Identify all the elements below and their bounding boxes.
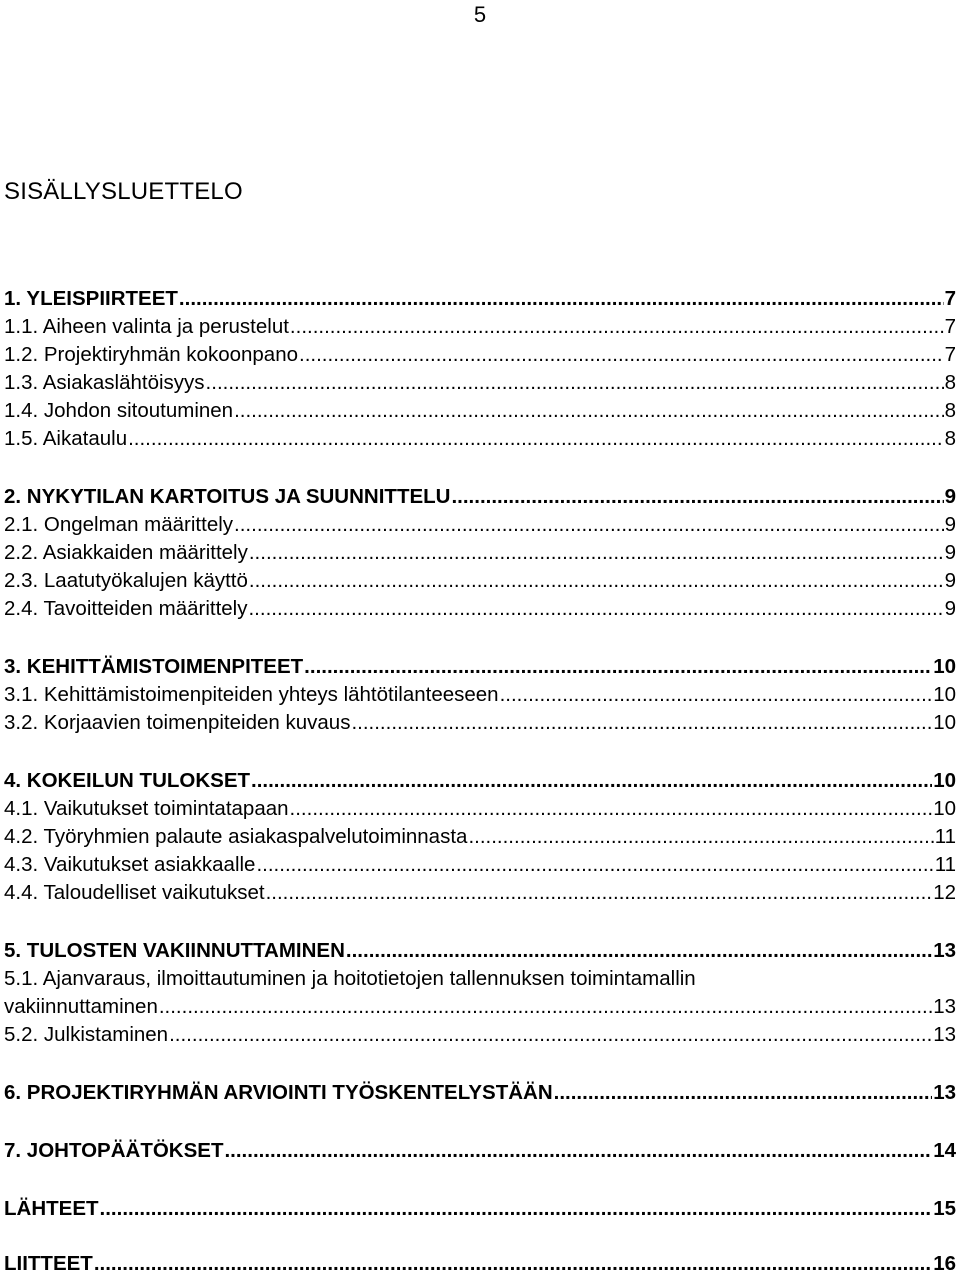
toc-entry[interactable] — [4, 795, 956, 823]
toc-leader — [554, 1079, 933, 1107]
toc-entry-page: 10 — [933, 711, 956, 734]
toc-entry[interactable] — [4, 595, 956, 623]
toc-entry-label: 1.3. Asiakaslähtöisyys — [4, 371, 205, 394]
toc-entry-label-continued: vakiinnuttaminen — [4, 995, 158, 1018]
toc-entry-page: 12 — [933, 881, 956, 904]
toc-entry-label: 4.4. Taloudelliset vaikutukset — [4, 881, 265, 904]
toc-leader — [100, 1195, 933, 1223]
toc-entry-page: 8 — [944, 399, 956, 422]
toc-entry[interactable] — [4, 851, 956, 879]
toc-entry-label: 1. YLEISPIIRTEET — [4, 287, 178, 310]
toc-entry[interactable] — [4, 1021, 956, 1049]
toc-entry-label: 7. JOHTOPÄÄTÖKSET — [4, 1139, 224, 1162]
toc-entry[interactable] — [4, 823, 956, 851]
toc-entry-label: 6. PROJEKTIRYHMÄN ARVIOINTI TYÖSKENTELYSTÄÄN — [4, 1081, 553, 1104]
toc-entry-page: 13 — [933, 1081, 956, 1104]
toc-entry[interactable] — [4, 285, 956, 313]
toc-entry-page: 8 — [944, 427, 956, 450]
toc-entry-page: 9 — [944, 513, 956, 536]
toc-leader — [249, 539, 944, 567]
toc-entry-label: 4.2. Työryhmien palaute asiakaspalvelutoiminnasta — [4, 825, 468, 848]
toc-leader — [179, 285, 944, 313]
toc-entry-page: 13 — [933, 995, 956, 1018]
toc-entry-page: 7 — [944, 343, 956, 366]
toc-entry[interactable] — [4, 879, 956, 907]
toc-entry-label: 3. KEHITTÄMISTOIMENPITEET — [4, 655, 304, 678]
toc-entry-page: 9 — [944, 541, 956, 564]
toc-entry-page: 9 — [944, 597, 956, 620]
toc-entry[interactable] — [4, 1137, 956, 1165]
toc-entry[interactable] — [4, 539, 956, 567]
toc-leader — [299, 341, 944, 369]
toc-entry-label: 5.1. Ajanvaraus, ilmoittautuminen ja hoitotietojen tallennuksen toimintamallin — [4, 967, 696, 990]
toc-entry[interactable] — [4, 511, 956, 539]
toc-entry-label: 2.2. Asiakkaiden määrittely — [4, 541, 248, 564]
toc-leader — [248, 595, 943, 623]
toc-leader — [290, 313, 944, 341]
toc-leader — [169, 1021, 932, 1049]
toc-entry-page: 10 — [933, 797, 956, 820]
toc-leader — [94, 1250, 932, 1278]
toc-entry-label: 2.4. Tavoitteiden määrittely — [4, 597, 248, 620]
toc-leader — [290, 795, 933, 823]
toc-leader — [500, 681, 933, 709]
toc-entry-label: 4. KOKEILUN TULOKSET — [4, 769, 251, 792]
toc-entry-label: 1.4. Johdon sitoutuminen — [4, 399, 234, 422]
toc-leader — [249, 567, 944, 595]
toc-entry[interactable] — [4, 709, 956, 737]
toc-entry-label: 1.5. Aikataulu — [4, 427, 128, 450]
toc-entry-page: 10 — [933, 683, 956, 706]
toc-entry[interactable] — [4, 567, 956, 595]
toc-leader — [234, 511, 944, 539]
toc-entry-page: 9 — [944, 485, 956, 508]
page-number: 5 — [473, 2, 487, 27]
toc-entry[interactable] — [4, 681, 956, 709]
toc-entry[interactable] — [4, 397, 956, 425]
toc-entry[interactable] — [4, 341, 956, 369]
toc-title: SISÄLLYSLUETTELO — [4, 178, 243, 205]
toc-leader — [234, 397, 944, 425]
toc-entry[interactable] — [4, 767, 956, 795]
toc-entry-label: 1.1. Aiheen valinta ja perustelut — [4, 315, 289, 338]
toc-leader — [251, 767, 932, 795]
toc-leader — [224, 1137, 932, 1165]
toc-entry-label: 1.2. Projektiryhmän kokoonpano — [4, 343, 299, 366]
toc-leader — [266, 879, 933, 907]
toc-leader — [346, 937, 932, 965]
toc-entry-page: 13 — [933, 939, 956, 962]
toc-entry[interactable] — [4, 653, 956, 681]
toc-entry-page: 10 — [933, 769, 956, 792]
toc-leader — [128, 425, 944, 453]
toc-entry-page: 9 — [944, 569, 956, 592]
toc-leader — [468, 823, 933, 851]
toc-entry[interactable] — [4, 993, 956, 1021]
toc-entry-first-line[interactable] — [4, 965, 956, 993]
toc-entry-page: 11 — [934, 825, 956, 848]
toc-leader — [206, 369, 944, 397]
toc-entry-label: 3.1. Kehittämistoimenpiteiden yhteys lähtötilanteeseen — [4, 683, 499, 706]
toc-entry-page: 15 — [933, 1197, 956, 1220]
toc-entry-label: 2. NYKYTILAN KARTOITUS JA SUUNNITTELU — [4, 485, 451, 508]
toc-leader — [256, 851, 933, 879]
toc-entry-label: 5.2. Julkistaminen — [4, 1023, 169, 1046]
toc-entry[interactable] — [4, 1250, 956, 1278]
toc-entry-page: 7 — [944, 287, 956, 310]
toc-entry[interactable] — [4, 937, 956, 965]
toc-entry-page: 10 — [933, 655, 956, 678]
toc-entry-page: 16 — [933, 1252, 956, 1275]
toc-entry-label: LIITTEET — [4, 1252, 93, 1275]
toc-entry-label: 5. TULOSTEN VAKIINNUTTAMINEN — [4, 939, 345, 962]
toc-entry[interactable] — [4, 1079, 956, 1107]
toc-entry-label: 4.3. Vaikutukset asiakkaalle — [4, 853, 256, 876]
toc-entry-page: 13 — [933, 1023, 956, 1046]
toc-entry[interactable] — [4, 313, 956, 341]
toc-entry[interactable] — [4, 369, 956, 397]
toc-entry-page: 11 — [934, 853, 956, 876]
toc-entry-label: LÄHTEET — [4, 1197, 99, 1220]
toc-leader — [304, 653, 932, 681]
toc-entry-page: 7 — [944, 315, 956, 338]
toc-entry-label: 3.2. Korjaavien toimenpiteiden kuvaus — [4, 711, 351, 734]
toc-leader — [351, 709, 932, 737]
toc-leader — [159, 993, 932, 1021]
toc-leader — [451, 483, 943, 511]
toc-entry-label: 2.1. Ongelman määrittely — [4, 513, 234, 536]
toc-entry-page: 14 — [933, 1139, 956, 1162]
toc-entry-page: 8 — [944, 371, 956, 394]
toc-entry[interactable] — [4, 483, 956, 511]
toc-entry[interactable] — [4, 425, 956, 453]
toc-entry[interactable] — [4, 1195, 956, 1223]
toc-entry-label: 2.3. Laatutyökalujen käyttö — [4, 569, 248, 592]
toc-entry-label: 4.1. Vaikutukset toimintatapaan — [4, 797, 289, 820]
